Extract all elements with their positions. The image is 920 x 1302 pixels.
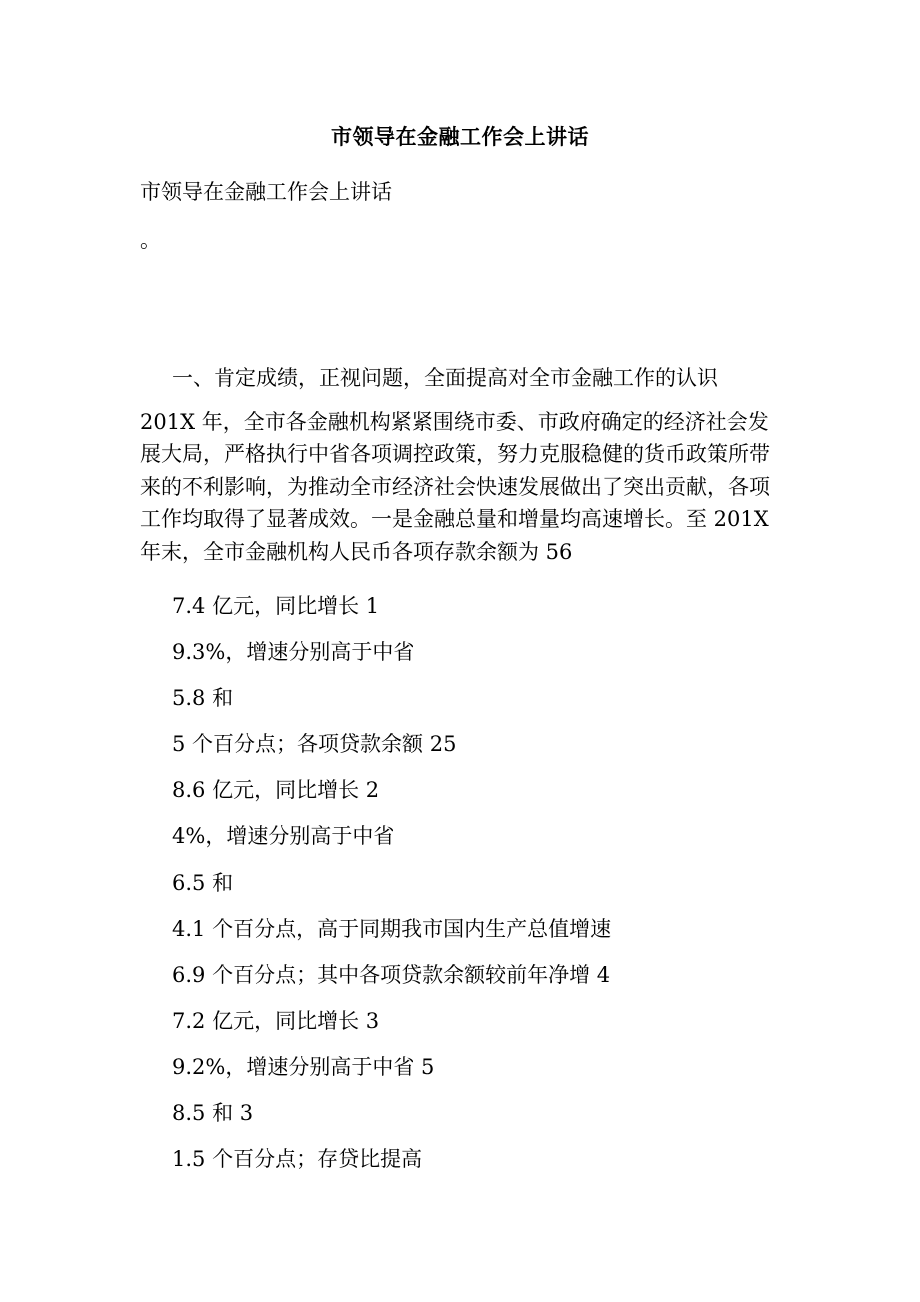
fragment-line: 5 个百分点；各项贷款余额 25: [172, 732, 457, 757]
paragraph-line: 展大局，严格执行中省各项调控政策，努力克服稳健的货币政策所带: [140, 442, 770, 467]
fragment-line: 9.3%，增速分别高于中省: [172, 640, 415, 665]
paragraph-line: 来的不利影响，为推动全市经济社会快速发展做出了突出贡献，各项: [140, 474, 770, 499]
body-paragraph: [140, 406, 780, 568]
paragraph-line: 201X 年，全市各金融机构紧紧围绕市委、市政府确定的经济社会发: [140, 410, 769, 434]
fragment-list: [172, 590, 611, 1189]
fragment-line: 9.2%，增速分别高于中省 5: [172, 1054, 435, 1079]
fragment-line: 5.8 和: [172, 686, 234, 711]
fragment-line: 8.5 和 3: [172, 1101, 254, 1126]
fragment-line: 6.5 和: [172, 870, 234, 895]
document-title: 市领导在金融工作会上讲话: [331, 124, 589, 149]
fragment-line: 1.5 个百分点；存贷比提高: [172, 1147, 423, 1172]
paragraph-line: 工作均取得了显著成效。一是金融总量和增量均高速增长。至 201X: [140, 507, 769, 532]
stray-period: 。: [140, 228, 161, 252]
fragment-line: 4%，增速分别高于中省: [172, 824, 395, 849]
paragraph-line: 年末，全市金融机构人民币各项存款余额为 56: [140, 539, 573, 564]
document-subtitle: 市领导在金融工作会上讲话: [140, 180, 392, 204]
fragment-line: 7.2 亿元，同比增长 3: [172, 1008, 380, 1033]
fragment-line: 8.6 亿元，同比增长 2: [172, 778, 380, 803]
fragment-line: 6.9 个百分点；其中各项贷款余额较前年净增 4: [172, 962, 611, 987]
fragment-line: 7.4 亿元，同比增长 1: [172, 594, 380, 618]
fragment-line: 4.1 个百分点，高于同期我市国内生产总值增速: [172, 916, 612, 941]
section-heading: 一、肯定成绩，正视问题，全面提高对全市金融工作的认识: [172, 366, 718, 390]
